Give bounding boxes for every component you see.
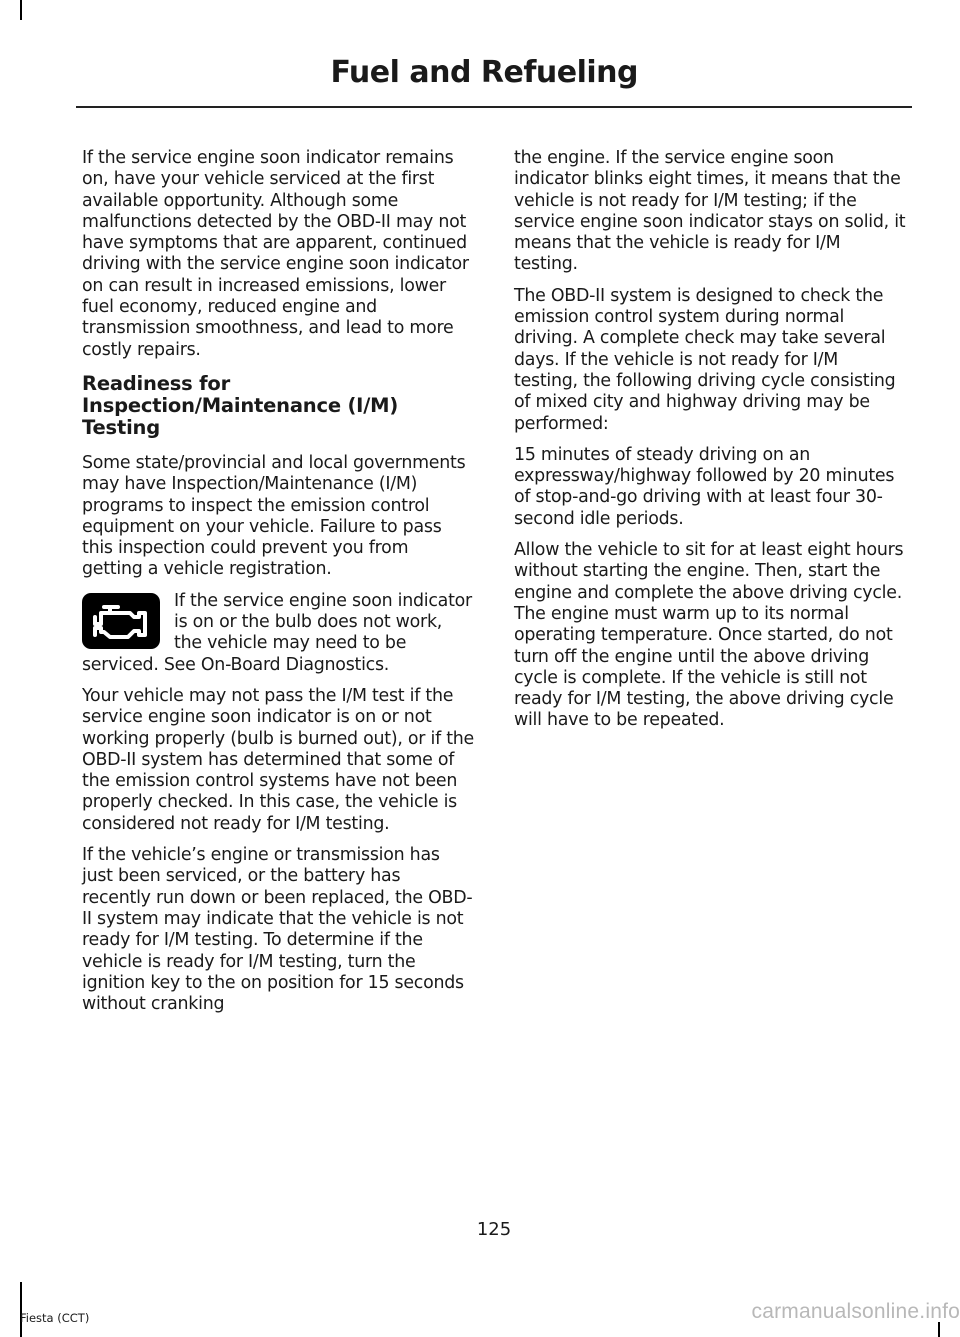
footer-model: Fiesta (CCT) <box>20 1311 90 1325</box>
check-engine-glyph <box>90 600 152 642</box>
crop-mark-bottom-left <box>20 1282 22 1337</box>
sit-paragraph: Allow the vehicle to sit for at least eight hours without starting the engine. Then, start the engine and complete the above driving cycle. The engine must warm up to its normal operating temperature. Once started, do not turn off the engine until the above driving cycle is complete. If the vehicle is still not ready for I/M testing, the above driving cycle will have to be repeated. <box>514 540 904 731</box>
crop-mark-top-left <box>20 0 22 20</box>
continued-paragraph: the engine. If the service engine soon indicator blinks eight times, it means that the vehicle is not ready for I/M testing; if the service engine soon indicator stays on solid, it means that the vehicle is ready for I/M testing. <box>514 148 906 275</box>
check-engine-icon <box>82 593 160 649</box>
programs-paragraph: Some state/provincial and local governments may have Inspection/Maintenance (I/M) programs to inspect the emission control equipment on your vehicle. Failure to pass this inspection could prevent you from getting a vehicle registration. <box>82 452 466 580</box>
obd-paragraph: The OBD-II system is designed to check the emission control system during normal driving. A complete check may take several days. If the vehicle is not ready for I/M testing, the following driving cycle consisting of mixed city and highway driving may be performed: <box>514 285 896 434</box>
header-rule <box>76 106 912 108</box>
page-number: 125 <box>476 1219 512 1240</box>
bulb-paragraph: If the service engine soon indicator is on or the bulb does not work, the vehicle may need to be serviced. See On-Board Diagnostics. <box>82 590 472 675</box>
intro-paragraph: If the service engine soon indicator remains on, have your vehicle serviced at the first available opportunity. Although some malfunctions detected by the OBD-II may not have symptoms that are apparent, continued driving with the service engine soon indicator on can result in increased emissions, lower fuel economy, reduced engine and transmission smoothness, and lead to more costly repairs. <box>82 148 469 360</box>
drive-cycle-paragraph: 15 minutes of steady driving on an expressway/highway followed by 20 minutes of stop-and-go driving with at least four 30-second idle periods. <box>514 444 895 529</box>
readiness-heading: Readiness for Inspection/Maintenance (I/M) Testing <box>82 371 399 439</box>
indicator-block <box>82 591 474 686</box>
right-column <box>514 148 906 742</box>
left-column <box>82 148 474 1025</box>
may-not-pass-paragraph: Your vehicle may not pass the I/M test if the service engine soon indicator is on or not working properly (bulb is burned out), or if the OBD-II system has determined that some of the emission control systems have not been properly checked. In this case, the vehicle is considered not ready for I/M testing. <box>82 685 475 834</box>
crop-mark-bottom-right <box>938 1322 940 1337</box>
serviced-paragraph: If the vehicle’s engine or transmission has just been serviced, or the battery has recently run down or been replaced, the OBD-II system may indicate that the vehicle is not ready for I/M testing. To determine if the vehicle is ready for I/M testing, turn the ignition key to the on position for 15 seconds without cranking <box>82 845 473 1015</box>
watermark: carmanualsonline.info <box>751 1300 960 1323</box>
section-title: Fuel and Refueling <box>330 55 638 90</box>
